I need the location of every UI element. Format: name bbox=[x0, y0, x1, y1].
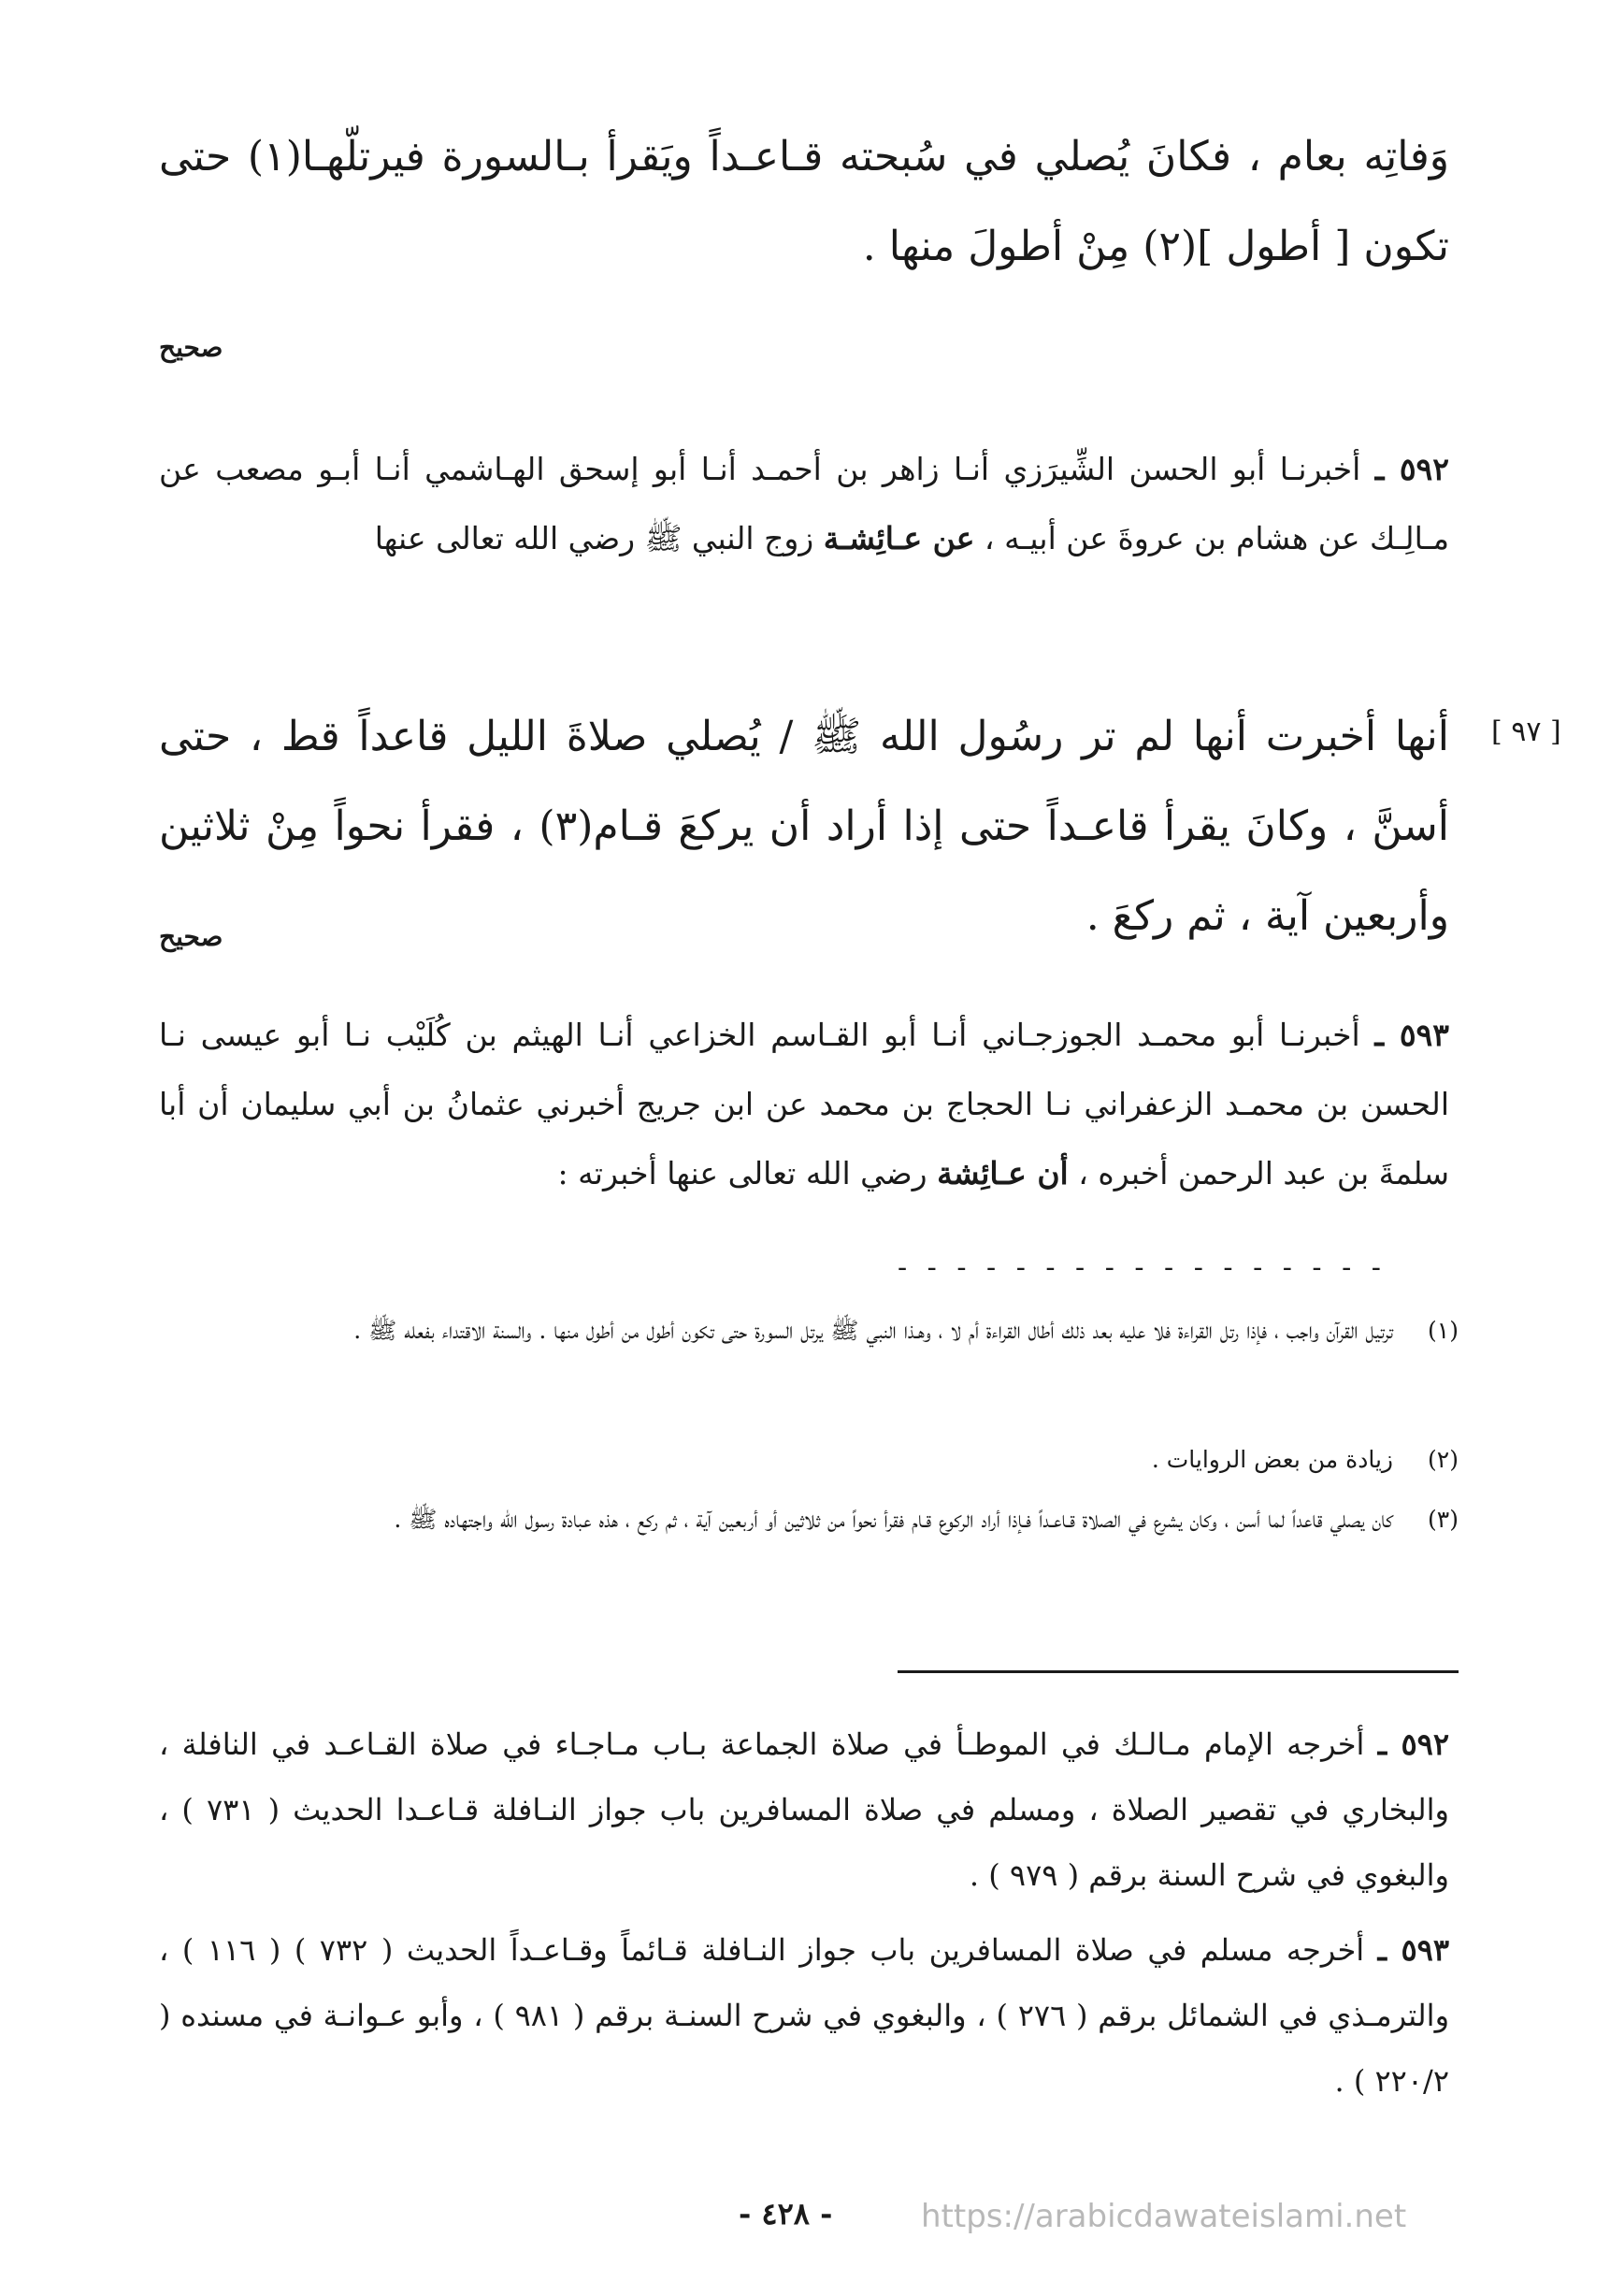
takhrij-592 bbox=[159, 1711, 1449, 1908]
grade-label: صحيح bbox=[159, 921, 223, 952]
footnote-number: (١) bbox=[1428, 1317, 1459, 1344]
isnad-text: رضي الله تعالى عنها أخبرته : bbox=[557, 1155, 938, 1191]
isnad-text: زوج النبي ﷺ رضي الله تعالى عنها bbox=[374, 520, 824, 556]
hadith-593-isnad bbox=[159, 1001, 1449, 1208]
isnad-text: أخبرنـا أبو محمـد الجوزجـاني أنـا أبو القـاسم الخزاعي أنـا الهيثم بن كُلَيْب نـا أبو عيسى نـا الحسن بن محمـد الزعفراني نـا الحجاج بن محمد عن ابن جريج أخبرني عثمانُ بن أبي سليمان أن أبا سلمةَ بن عبد الرحمن أخبره ، bbox=[159, 1017, 1449, 1191]
hadith-592-matn: أنها أخبرت أنها لم تر رسُول الله ﷺ / يُصلي صلاةَ الليل قاعداً قط ، حتى أسنَّ ، وكانَ يقرأ قاعـداً حتى إذا أراد أن يركعَ قـام(٣) ، فقرأ نحواً مِنْ ثلاثين وأربعين آية ، ثم ركعَ . bbox=[159, 713, 1449, 940]
footnote-text: زيادة من بعض الروايات . bbox=[1151, 1446, 1393, 1473]
takhrij-593 bbox=[159, 1917, 1449, 2114]
narrator-name: أن عـائِشة bbox=[937, 1155, 1069, 1191]
dashed-separator: - - - - - - - - - - - - - - - - - bbox=[898, 1251, 1387, 1284]
continuation-paragraph: وَفاتِه بعام ، فكانَ يُصلي في سُبحته قـاعـداً ويَقرأ بـالسورة فيرتلّهـا(١) حتى تكون [ أطول ](٢) مِنْ أطولَ منها . bbox=[159, 133, 1449, 270]
hadith-number: ٥٩٣ ـ bbox=[1374, 1017, 1449, 1053]
section-divider bbox=[898, 1670, 1459, 1673]
footnote-3 bbox=[159, 1498, 1459, 1541]
takhrij-text: أخرجه مسلم في صلاة المسافرين باب جواز النـافلة قـائماً وقـاعـداً الحديث ( ٧٣٢ ) ( ١١٦ ) ، والترمـذي في الشمائل برقم ( ٢٧٦ ) ، والبغوي في شرح السنـة برقم ( ٩٨١ ) ، وأبو عـوانـة في مسنده ( ٢٢٠/٢ ) . bbox=[159, 1932, 1450, 2099]
hadith-number: ٥٩٣ ـ bbox=[1377, 1932, 1450, 1968]
takhrij-text: أخرجه الإمام مـالـك في الموطـأ في صلاة الجماعة بـاب مـاجـاء في صلاة القـاعـد في النافلة ، والبخاري في تقصير الصلاة ، ومسلم في صلاة المسافرين باب جواز النـافلة قـاعـدا الحديث ( ٧٣١ ) ، والبغوي في شرح السنة برقم ( ٩٧٩ ) . bbox=[159, 1726, 1450, 1893]
narrator-name: عن عـائِشـة bbox=[823, 520, 975, 556]
page-number: - ٤٢٨ - bbox=[739, 2196, 833, 2231]
watermark-url: https://arabicdawateislami.net bbox=[921, 2198, 1407, 2235]
hadith-number: ٥٩٢ ـ bbox=[1374, 451, 1449, 487]
grade-label: صحيح bbox=[159, 332, 223, 363]
footnote-1 bbox=[159, 1309, 1459, 1352]
footnote-text: ترتيل القرآن واجب ، فإذا رتل القراءة فلا عليه بعد ذلك أطال القراءة أم لا ، وهـذا النبي ﷺ يرتل السورة حتى تكون أطول من أطول منها . والسنة الاقتداء بفعله ﷺ . bbox=[353, 1317, 1393, 1344]
isnad-text: أخبرنـا أبو الحسن الشِّيرَزي أنـا زاهر بن أحمـد أنـا أبو إسحق الهـاشمي أنـا أبـو مصعب عن مـالِـك عن هشام بن عروةَ عن أبيـه ، bbox=[159, 451, 1449, 556]
footnote-2 bbox=[159, 1438, 1459, 1481]
hadith-number: ٥٩٢ ـ bbox=[1377, 1726, 1450, 1762]
hadith-592-isnad bbox=[159, 435, 1449, 573]
margin-reference: [ ٩٧ ] bbox=[1491, 715, 1561, 748]
footnote-number: (٢) bbox=[1428, 1446, 1459, 1473]
footnote-number: (٣) bbox=[1428, 1506, 1459, 1533]
footnote-text: كان يصلي قاعداً لما أسن ، وكان يشرع في الصلاة قـاعـداً فـإذا أراد الركوع قـام فقرأ نحواً من ثلاثين أو أربعين آية ، ثم ركع ، هذه عبادة رسول الله واجتهاده ﷺ . bbox=[394, 1506, 1393, 1533]
